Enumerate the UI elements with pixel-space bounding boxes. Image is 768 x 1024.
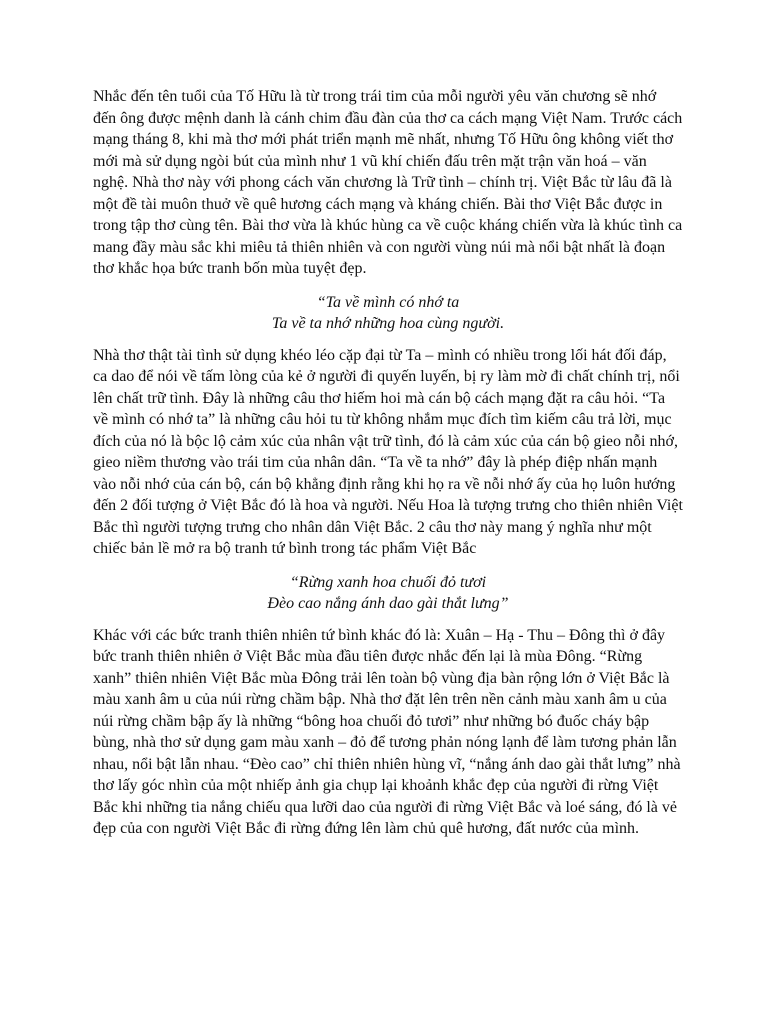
paragraph-analysis-1: Nhà thơ thật tài tình sử dụng khéo léo cặp đại từ Ta – mình có nhiều trong lối hát đối đáp, ca dao để nói về tấm lòng của kẻ ở người đi quyến luyến, bị ry làm mờ đi chất chính trị, nổi lên chất trữ tình. Đây là những câu thơ hiếm hoi mà cán bộ cách mạng đặt ra câu hỏi. “Ta về mình có nhớ ta” là những câu hỏi tu từ không nhắm mục đích tìm kiếm câu trả lời, mục đích của nó là bộc lộ cảm xúc của nhân vật trữ tình, đó là cảm xúc của cán bộ gieo nỗi nhớ, gieo niềm thương vào trái tim của nhân dân. “Ta về ta nhớ” đây là phép điệp nhấn mạnh vào nỗi nhớ của cán bộ, cán bộ khẳng định rằng khi họ ra về nỗi nhớ ấy của họ luôn hướng đến 2 đối tượng ở Việt Bắc đó là hoa và người. Nếu Hoa là tượng trưng cho thiên nhiên Việt Bắc thì người tượng trưng cho nhân dân Việt Bắc. 2 câu thơ này mang ý nghĩa như một chiếc bản lề mở ra bộ tranh tứ bình trong tác phẩm Việt Bắc (93, 346, 683, 557)
verse-line: Đèo cao nắng ánh dao gài thắt lưng” (267, 595, 509, 612)
paragraph-analysis-2: Khác với các bức tranh thiên nhiên tứ bình khác đó là: Xuân – Hạ - Thu – Đông thì ở đây bức tranh thiên nhiên ở Việt Bắc mùa đầu tiên được nhắc đến lại là mùa Đông. “Rừng xanh” thiên nhiên Việt Bắc mùa Đông trải lên toàn bộ vùng địa bàn rộng lớn ở Việt Bắc là màu xanh âm u của núi rừng chầm bập. Nhà thơ đặt lên trên nền cảnh màu xanh âm u của núi rừng chầm bập ấy là những “bông hoa chuối đỏ tươi” như những bó đuốc cháy bập bùng, nhà thơ sử dụng gam màu xanh – đỏ để tương phản nóng lạnh để làm tương phản lẫn nhau, nổi bật lẫn nhau. “Đèo cao” chỉ thiên nhiên hùng vĩ, “nắng ánh dao gài thắt lưng” nhà thơ lấy góc nhìn của một nhiếp ảnh gia chụp lại khoảnh khắc đẹp của người đi rừng Việt Bắc khi những tia nắng chiếu qua lưỡi dao của người đi rừng Việt Bắc và loé sáng, đó là vẻ đẹp của con người Việt Bắc đi rừng đứng lên làm chủ quê hương, đất nước của mình. (93, 626, 681, 837)
verse-line: “Ta về mình có nhớ ta (316, 293, 460, 311)
paragraph-intro: Nhắc đến tên tuổi của Tố Hữu là từ trong trái tim của mỗi người yêu văn chương sẽ nhớ đến ông được mệnh danh là cánh chim đầu đàn của thơ ca cách mạng Việt Nam. Trước cách mạng tháng 8, khi mà thơ mới phát triển mạnh mẽ nhất, nhưng Tố Hữu ông không viết thơ mới mà sử dụng ngòi bút của mình như 1 vũ khí chiến đấu trên mặt trận văn hoá – văn nghệ. Nhà thơ này với phong cách văn chương là Trữ tình – chính trị. Việt Bắc từ lâu đã là một đề tài muôn thuở về quê hương cách mạng và kháng chiến. Bài thơ Việt Bắc được in trong tập thơ cùng tên. Bài thơ vừa là khúc hùng ca về cuộc kháng chiến vừa là khúc tình ca mang đầy màu sắc khi miêu tả thiên nhiên và con người vùng núi mà nổi bật nhất là đoạn thơ khắc họa bức tranh bốn mùa tuyệt đẹp. (93, 88, 683, 277)
verse-quote-1 (93, 292, 683, 335)
verse-quote-2 (93, 572, 683, 615)
verse-line: “Rừng xanh hoa chuối đỏ tươi (289, 573, 487, 591)
verse-line: Ta về ta nhớ những hoa cùng người. (271, 315, 505, 332)
document-page (93, 86, 683, 852)
